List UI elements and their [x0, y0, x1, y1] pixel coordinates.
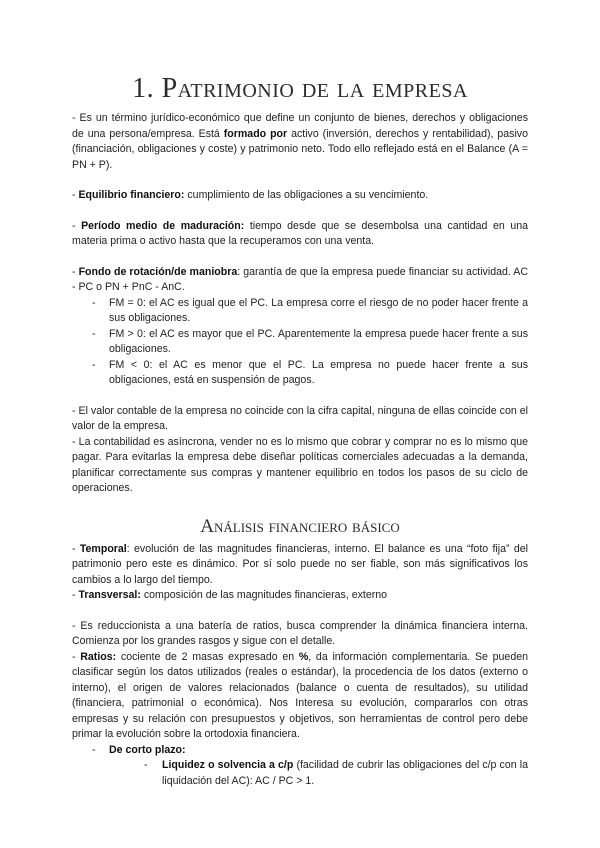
corto-plazo-label: De corto plazo:: [109, 743, 186, 756]
equilibrio-label: Equilibrio financiero:: [78, 189, 185, 201]
list-item: - FM < 0: el AC es menor que el PC. La empresa no puede hacer frente a sus obligaciones, está en suspensión de pagos.: [92, 358, 528, 389]
fondo-text: : garantía de que la empresa puede financiar su actividad. AC - PC o PN + PnC - AnC.: [72, 265, 528, 293]
intro-bold: formado por: [223, 127, 288, 140]
temporal-dash: -: [72, 542, 80, 555]
ratios-pct: %: [298, 650, 309, 663]
intro-text-1: Es un término jurídico-económico que define un conjunto de bienes, derechos y obligaciones de una persona/empresa. Está: [72, 112, 528, 140]
transversal-label: Transversal:: [78, 589, 141, 601]
ratios-text-1: cociente de 2 masas expresado en: [116, 650, 299, 663]
list-item: [92, 743, 528, 790]
list-item: [144, 758, 528, 789]
periodo-label: Período medio de maduración:: [81, 219, 245, 232]
liquidez-label: Liquidez o solvencia a c/p: [162, 759, 294, 771]
temporal-text: : evolución de las magnitudes financieras, interno. El balance es una “foto fija” del patrimonio pero este es dinámico. Por sí solo puede no ser fiable, son más significativos los cambios a lo largo del tiempo.: [72, 542, 528, 586]
equilibrio-dash: -: [72, 189, 79, 201]
temporal-label: Temporal: [79, 542, 127, 555]
transversal-dash: -: [72, 589, 79, 601]
equilibrio-text: cumplimiento de las obligaciones a su vencimiento.: [184, 189, 429, 201]
ratios-label: Ratios:: [80, 650, 117, 663]
fondo-paragraph: [72, 265, 528, 296]
section-title: Análisis financiero básico: [200, 515, 400, 537]
contabilidad-paragraph: - La contabilidad es asíncrona, vender no es lo mismo que cobrar y comprar no es lo mismo que pagar. Para evitarlas la empresa debe diseñar políticas comerciales adecuadas a la demanda, planificar correctamente sus compras y mantener equilibrio en todos los pasos de su ciclo de operaciones.: [72, 435, 528, 494]
page-title: 1. Patrimonio de la empresa: [132, 73, 468, 104]
reduccionista-paragraph: - Es reduccionista a una batería de ratios, busca comprender la dinámica financiera interna. Comienza por los grandes rasgos y sigue con el detalle.: [72, 619, 528, 647]
ratios-text-2: , da información complementaria. Se pueden clasificar según los datos utilizados (reales o estándar), la procedencia de los datos (externo o interno), el origen de valores relacionados (balance o cuenta de resultados), su utilidad (financiera, patrimonial o económica). Nos Interesa su evolución, compararlos con otras empresas y su relación con presupuestos y objetivos, son herramientas de control pero debe primar la evolución sobre la ortodoxia financiera.: [72, 650, 528, 740]
periodo-paragraph: [72, 219, 528, 250]
fondo-dash: -: [72, 265, 79, 278]
periodo-dash: -: [72, 219, 82, 232]
list-item: - FM = 0: el AC es igual que el PC. La empresa corre el riesgo de no poder hacer frente a sus obligaciones.: [92, 296, 528, 327]
fondo-label: Fondo de rotación/de maniobra: [78, 265, 238, 278]
liquidez-text: (facilidad de cubrir las obligaciones del c/p con la liquidación del AC): AC / PC > 1.: [162, 759, 528, 787]
corto-plazo-sublist: [109, 758, 528, 789]
corto-plazo-list: [72, 743, 528, 790]
transversal-paragraph: [72, 588, 528, 604]
fondo-list: [72, 296, 528, 389]
valor-contable-paragraph: - El valor contable de la empresa no coincide con la cifra capital, ninguna de ellas coincide con el valor de la empresa.: [72, 404, 528, 432]
intro-paragraph: [72, 111, 528, 173]
temporal-paragraph: [72, 542, 528, 589]
transversal-text: composición de las magnitudes financieras, externo: [140, 589, 388, 601]
list-item: - FM > 0: el AC es mayor que el PC. Aparentemente la empresa puede hacer frente a sus obligaciones.: [92, 327, 528, 358]
intro-text-2: activo (inversión, derechos y rentabilidad), pasivo (financiación, obligaciones y coste) y patrimonio neto. Todo ello reflejado está en el Balance (A = PN + P).: [72, 127, 528, 171]
intro-dash: -: [72, 112, 80, 124]
ratios-dash: -: [72, 650, 81, 663]
periodo-text: tiempo desde que se desembolsa una cantidad en una materia prima o activo hasta que la recuperamos con una venta.: [72, 219, 528, 247]
ratios-paragraph: [72, 650, 528, 743]
equilibrio-paragraph: [72, 188, 528, 204]
